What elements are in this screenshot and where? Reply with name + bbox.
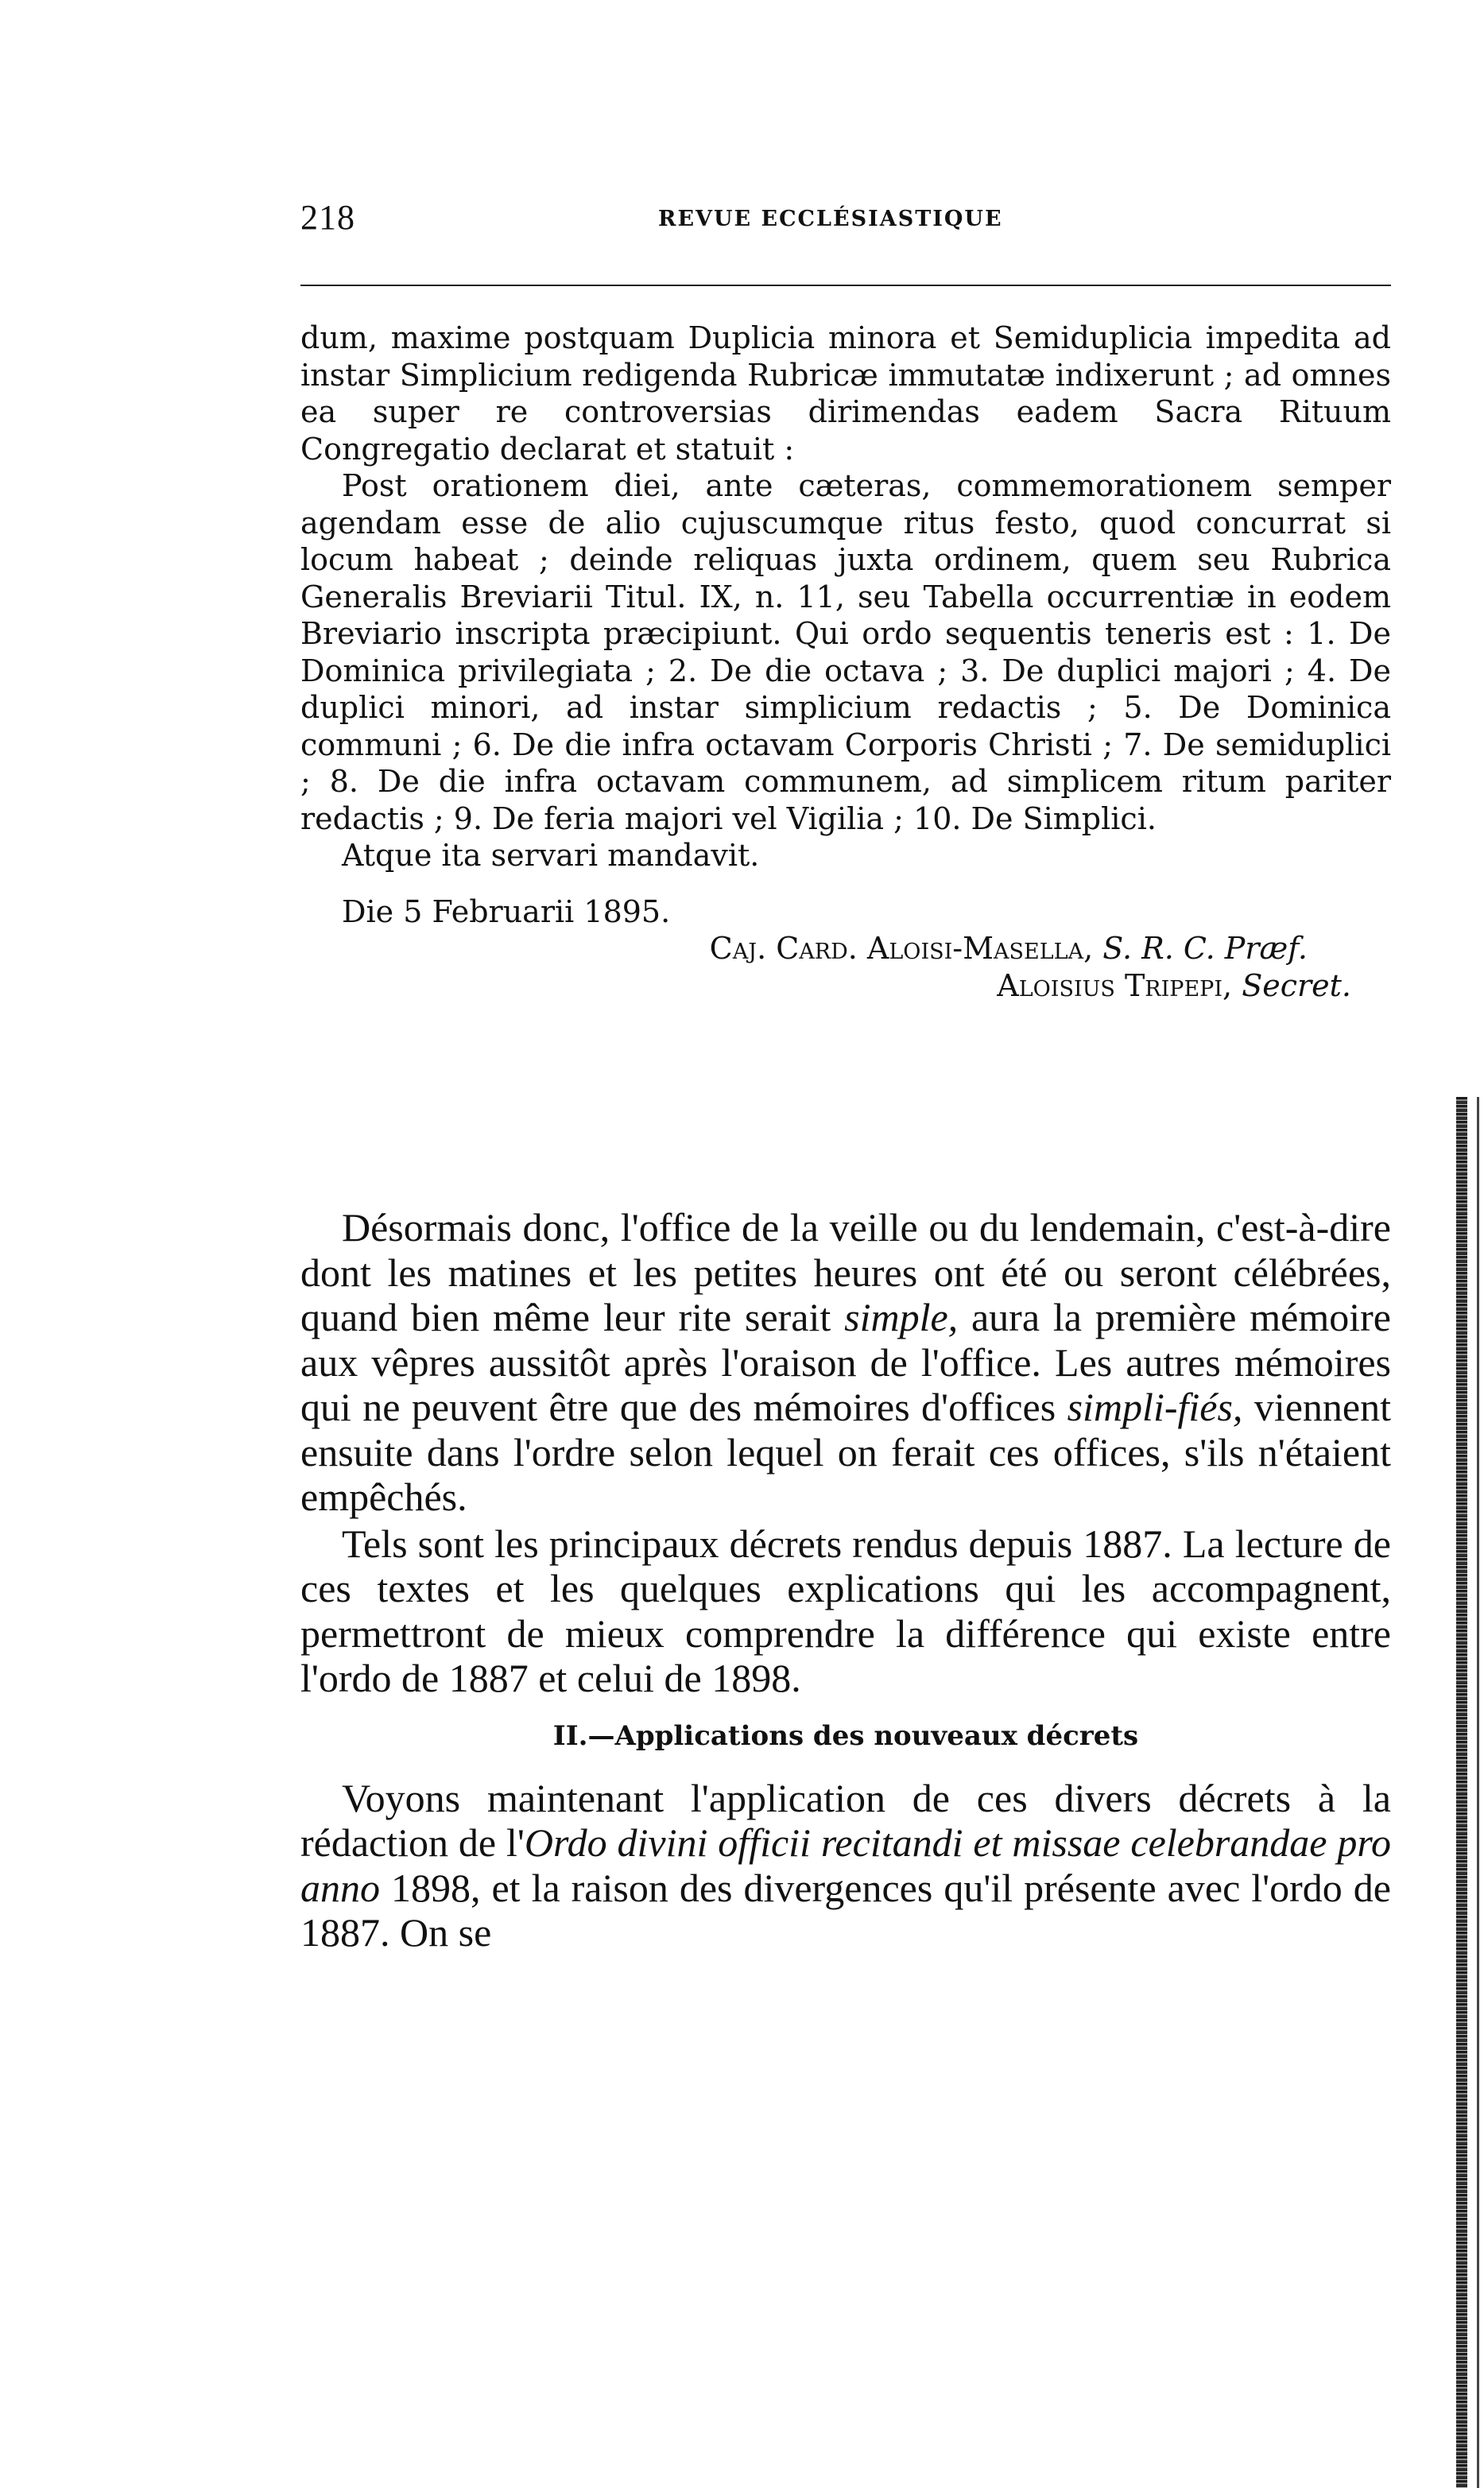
signatory-title: S. R. C. Præf. [1102, 931, 1308, 966]
commentary-paragraph [300, 1205, 1391, 1520]
header-rule [300, 285, 1391, 286]
signature-secretary [300, 967, 1391, 1005]
text-run: viennent ensuite dans l'ordre selon lequel on ferait ces offices, s'ils n'étaient empêchés. [300, 1385, 1391, 1519]
text-run: Voyons maintenant l'application de ces divers décrets à la rédaction de l' [300, 1775, 1391, 1865]
latin-decree [300, 320, 1391, 1004]
decree-date: Die 5 Februarii 1895. [342, 893, 671, 929]
scanned-page-edge [1456, 1097, 1467, 2488]
latin-paragraph: dum, maxime postquam Duplicia minora et Semiduplicia impedita ad instar Simplicium redigenda Rubricæ immutatæ indixerunt ; ad omnes ea super re controversias dirimendas eadem Sacra Rituum Congregatio declarat et statuit : [300, 320, 1391, 467]
italic-run: Ordo divini officii recitandi et missae celebrandae pro anno [300, 1820, 1391, 1910]
text-run: Désormais donc, l'office de la veille ou du lendemain, c'est-à-dire dont les matines et les petites heures ont été ou seront célébrées, quand bien même leur rite serait [300, 1205, 1391, 1339]
signature-prefect [300, 930, 1391, 967]
signatory-name: Aloisius Tripepi, [997, 967, 1233, 1003]
section-heading: II.—Applications des nouveaux décrets [552, 1719, 1139, 1752]
page-number: 218 [300, 198, 355, 237]
commentary-paragraph: Tels sont les principaux décrets rendus depuis 1887. La lecture de ces textes et les quelques explications qui les accompagnent, permettront de mieux comprendre la différence qui existe entre l'ordo de 1887 et celui de 1898. [300, 1521, 1391, 1700]
french-commentary [300, 1205, 1391, 1955]
commentary-paragraph [300, 1776, 1391, 1955]
text-run: aura la première mémoire aux vêpres aussitôt après l'oraison de l'office. Les autres mémoires qui ne peuvent être que des mémoires d'offices [300, 1295, 1391, 1429]
journal-title: REVUE ECCLÉSIASTIQUE [658, 207, 1003, 231]
running-head [300, 197, 1391, 245]
scanned-page-edge [1477, 1097, 1479, 2488]
italic-run: simpli-fiés, [1067, 1385, 1243, 1429]
latin-paragraph: Post orationem diei, ante cæteras, commemorationem semper agendam esse de alio cujuscumque ritus festo, quod concurrat si locum habeat ; deinde reliquas juxta ordinem, quem seu Rubrica Generalis Breviarii Titul. IX, n. 11, seu Tabella occurrentiæ in eodem Breviario inscripta præcipiunt. Qui ordo sequentis teneris est : 1. De Dominica privilegiata ; 2. De die octava ; 3. De duplici majori ; 4. De duplici minori, ad instar simplicium redactis ; 5. De Dominica communi ; 6. De die infra octavam Corporis Christi ; 7. De semiduplici ; 8. De die infra octavam communem, ad simplicem ritum pariter redactis ; 9. De feria majori vel Vigilia ; 10. De Simplici. [300, 468, 1391, 836]
latin-paragraph: Atque ita servari mandavit. [342, 838, 760, 873]
signatory-title: Secret. [1242, 967, 1351, 1003]
signatory-name: Caj. Card. Aloisi-Masella, [709, 931, 1094, 966]
italic-run: simple, [844, 1295, 959, 1339]
text-run: 1898, et la raison des divergences qu'il présente avec l'ordo de 1887. On se [300, 1865, 1391, 1955]
